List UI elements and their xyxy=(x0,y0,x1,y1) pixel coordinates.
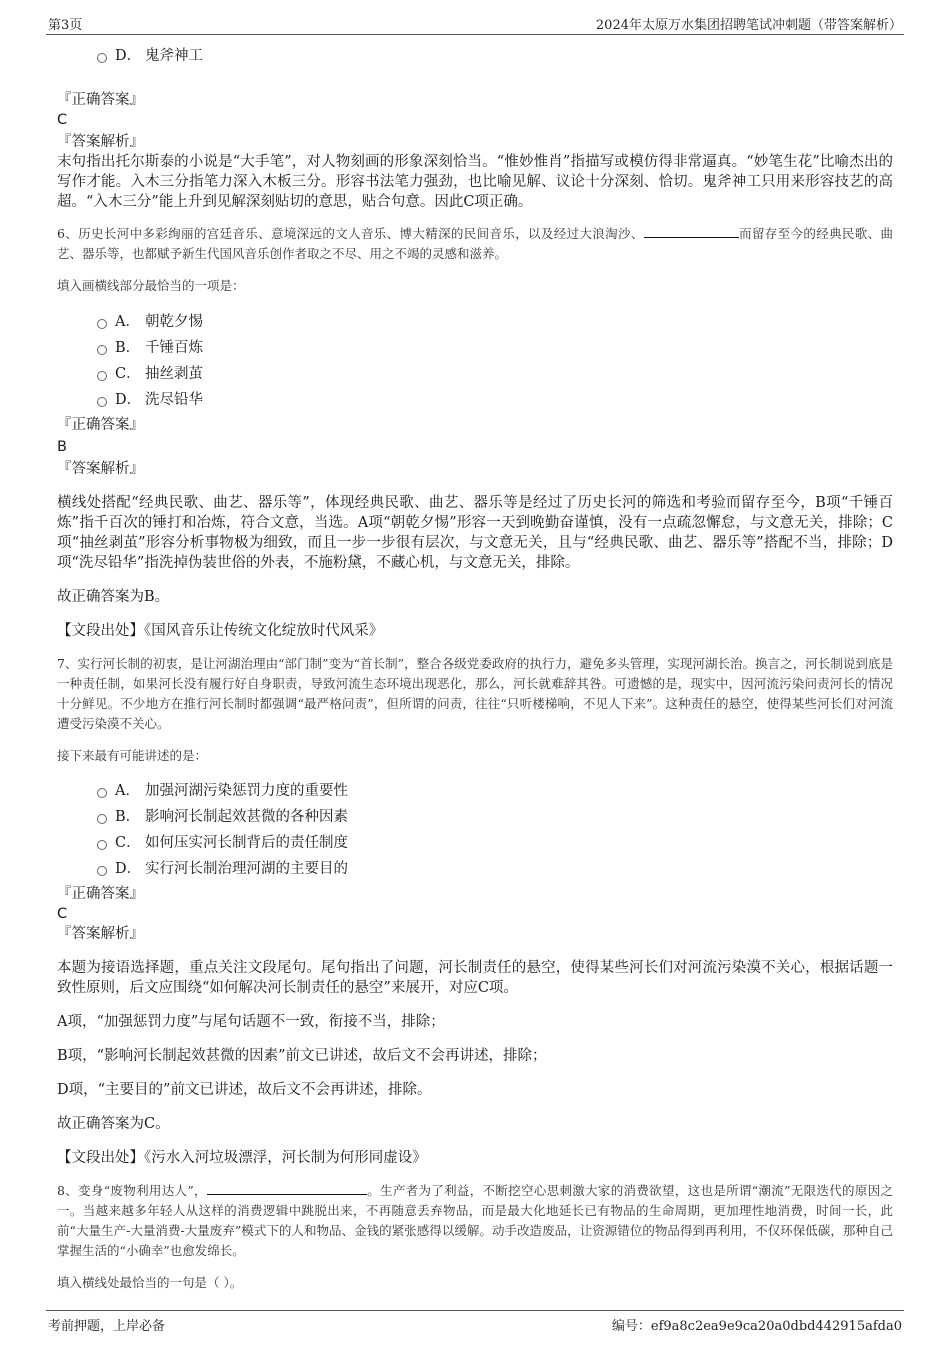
radio-icon[interactable] xyxy=(97,53,107,63)
option-letter: D． xyxy=(115,48,142,64)
option-text: 实行河长制治理河湖的主要目的 xyxy=(145,861,348,877)
option-text: 抽丝剥茧 xyxy=(145,366,203,382)
q7-source: 【文段出处】《污水入河垃圾漂浮，河长制为何形同虚设》 xyxy=(57,1150,427,1166)
option-letter: D． xyxy=(115,392,142,408)
radio-icon[interactable] xyxy=(97,814,107,824)
q5-answer: C xyxy=(57,112,68,128)
q7-option-a[interactable] xyxy=(57,778,893,804)
option-text: 鬼斧神工 xyxy=(145,48,203,64)
q6-source: 【文段出处】《国风音乐让传统文化绽放时代风采》 xyxy=(57,623,384,639)
correct-answer-label: 『正确答案』 xyxy=(57,92,144,108)
q7-option-b[interactable] xyxy=(57,804,893,830)
q7-option-c[interactable] xyxy=(57,830,893,856)
correct-answer-label: 『正确答案』 xyxy=(57,417,144,433)
fill-blank xyxy=(644,225,739,238)
q6-stem: 6、历史长河中多彩绚丽的宫廷音乐、意境深远的文人音乐、博大精深的民间音乐，以及经过大浪淘沙、 而留存至今的经典民歌、曲艺、器乐等，也都赋予新生代国风音乐创作者取之不尽、用之不竭的灵感和滋养。 xyxy=(57,226,893,261)
radio-icon[interactable] xyxy=(97,788,107,798)
q6-option-c[interactable] xyxy=(57,361,893,387)
q8-prompt: 填入横线处最恰当的一句是（ ）。 xyxy=(57,1275,243,1290)
page-header xyxy=(46,14,904,35)
option-text: 如何压实河长制背后的责任制度 xyxy=(145,835,348,851)
q6-conclusion: 故正确答案为B。 xyxy=(57,589,170,605)
option-letter: A． xyxy=(115,783,140,799)
q6-option-a[interactable] xyxy=(57,309,893,335)
q7-line-b: B项，“影响河长制起效甚微的因素”前文已讲述，故后文不会再讲述，排除； xyxy=(57,1048,547,1064)
q7-conclusion: 故正确答案为C。 xyxy=(57,1116,170,1132)
q7-stem: 7、实行河长制的初衷，是让河湖治理由“部门制”变为“首长制”，整合各级党委政府的执行力，避免多头管理，实现河湖长治。换言之，河长制说到底是一种责任制，如果河长没有履行好自身职责，导致河流生态环境出现恶化，那么，河长就难辞其咎。可遗憾的是，现实中，因河流污染问责河长的情况十分鲜见。不少地方在推行河长制时都强调“最严格问责”，但所谓的问责，往往“只听楼梯响，不见人下来”。这种责任的悬空，使得某些河长们对河流遭受污染漠不关心。 xyxy=(57,656,893,731)
q7-analysis: 本题为接语选择题，重点关注文段尾句。尾句指出了问题，河长制责任的悬空，使得某些河长们对河流污染漠不关心，根据话题一致性原则，后文应围绕“如何解决河长制责任的悬空”来展开，对应C项。 xyxy=(57,960,893,996)
page-number: 第3页 xyxy=(48,18,83,33)
radio-icon[interactable] xyxy=(97,319,107,329)
q5-analysis: 末句指出托尔斯泰的小说是“大手笔”，对人物刻画的形象深刻恰当。“惟妙惟肖”指描写或模仿得非常逼真。“妙笔生花”比喻杰出的写作才能。入木三分指笔力深入木板三分。形容书法笔力强劲，也比喻见解、议论十分深刻、恰切。鬼斧神工只用来形容技艺的高超。“入木三分”能上升到见解深刻贴切的意思，贴合句意。因此C项正确。 xyxy=(57,154,893,210)
q7-line-a: A项，“加强惩罚力度”与尾句话题不一致，衔接不当，排除； xyxy=(57,1014,445,1030)
radio-icon[interactable] xyxy=(97,371,107,381)
q6-prompt: 填入画横线部分最恰当的一项是： xyxy=(57,278,245,293)
analysis-label: 『答案解析』 xyxy=(57,926,144,942)
q7-options xyxy=(57,778,893,882)
option-text: 洗尽铅华 xyxy=(145,392,203,408)
option-letter: C． xyxy=(115,366,141,382)
q7-answer: C xyxy=(57,906,68,922)
page-footer xyxy=(46,1310,904,1333)
fill-blank xyxy=(207,1182,367,1195)
q7-prompt: 接下来最有可能讲述的是： xyxy=(57,748,208,763)
q5-option-d[interactable] xyxy=(57,43,893,69)
analysis-label: 『答案解析』 xyxy=(57,134,144,150)
radio-icon[interactable] xyxy=(97,345,107,355)
option-letter: C． xyxy=(115,835,141,851)
radio-icon[interactable] xyxy=(97,397,107,407)
q6-option-d[interactable] xyxy=(57,387,893,413)
option-letter: B． xyxy=(115,340,141,356)
option-text: 千锤百炼 xyxy=(145,340,203,356)
option-letter: D． xyxy=(115,861,142,877)
option-text: 朝乾夕惕 xyxy=(145,314,203,330)
q6-answer: B xyxy=(57,439,67,455)
correct-answer-label: 『正确答案』 xyxy=(57,886,144,902)
footer-slogan: 考前押题，上岸必备 xyxy=(48,1319,166,1334)
analysis-label: 『答案解析』 xyxy=(57,461,144,477)
q6-option-b[interactable] xyxy=(57,335,893,361)
option-letter: B． xyxy=(115,809,141,825)
document-title: 2024年太原万水集团招聘笔试冲刺题（带答案解析） xyxy=(595,18,902,33)
q6-analysis: 横线处搭配“经典民歌、曲艺、器乐等”，体现经典民歌、曲艺、器乐等是经过了历史长河的筛选和考验而留存至今，B项“千锤百炼”指千百次的锤打和冶炼，符合文意，当选。A项“朝乾夕惕”形容一天到晚勤奋谨慎，没有一点疏忽懈怠，与文意无关，排除；C项“抽丝剥茧”形容分析事物极为细致，而且一步一步很有层次，与文意无关，且与“经典民歌、曲艺、器乐等”搭配不当，排除；D项“洗尽铅华”指洗掉伪装世俗的外表，不施粉黛，不藏心机，与文意无关，排除。 xyxy=(57,495,893,571)
option-letter: A． xyxy=(115,314,140,330)
radio-icon[interactable] xyxy=(97,866,107,876)
q8-stem: 8、变身“废物利用达人”， 。生产者为了利益，不断挖空心思刺激大家的消费欲望，这也是所谓“潮流”无限迭代的原因之一。当越来越多年轻人从这样的消费逻辑中跳脱出来，不再随意丢弃物品，而是最大化地延长已有物品的生命周期，更加理性地消费，时间一长，此前“大量生产-大量消费-大量废弃”模式下的人和物品、金钱的紧张感得以缓解。动手改造废品，让资源错位的物品得到再利用，不仅环保低碳，那种自己掌握生活的“小确幸”也愈发绵长。 xyxy=(57,1183,893,1258)
q6-options xyxy=(57,309,893,413)
document-id: 编号：ef9a8c2ea9e9ca20a0dbd442915afda0 xyxy=(611,1319,902,1334)
option-text: 影响河长制起效甚微的各种因素 xyxy=(145,809,348,825)
radio-icon[interactable] xyxy=(97,840,107,850)
option-text: 加强河湖污染惩罚力度的重要性 xyxy=(145,783,348,799)
q7-line-d: D项，“主要目的”前文已讲述，故后文不会再讲述，排除。 xyxy=(57,1082,432,1098)
document-body xyxy=(57,40,893,1293)
q7-option-d[interactable] xyxy=(57,856,893,882)
